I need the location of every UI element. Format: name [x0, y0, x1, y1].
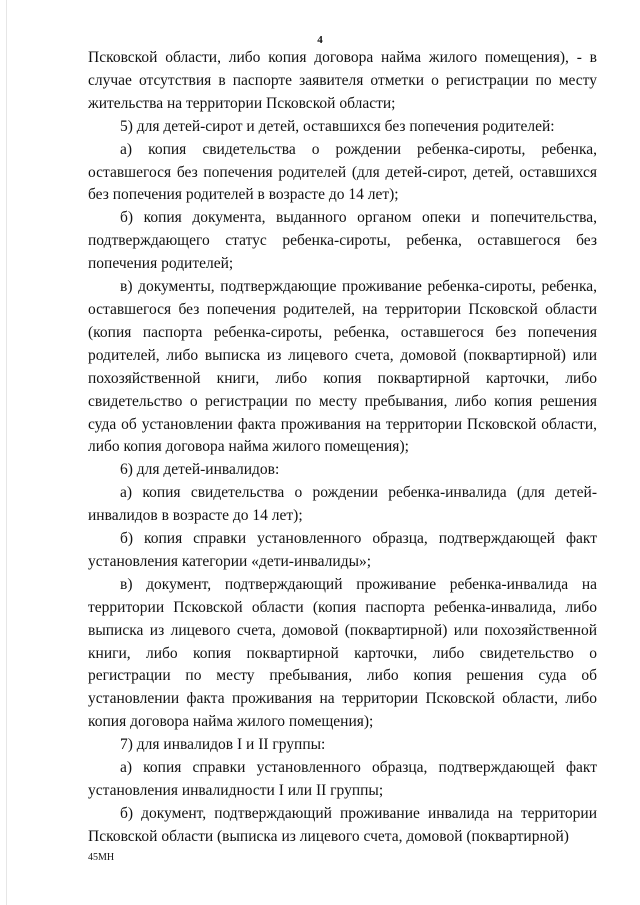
paragraph-item-5v: в) документы, подтверждающие проживание ребенка-сироты, ребенка, оставшегося без попечения родителей, на территории Псковской области (копия паспорта ребенка-сироты, ребенка, оставшегося без попечения родителей, либо выписка из лицевого счета, домовой (поквартирной) или похозяйственной книги, либо копия поквартирной карточки, либо свидетельство о регистрации по месту пребывания, либо копия решения суда об установлении факта проживания на территории Псковской области, либо копия договора найма жилого помещения);: [88, 278, 597, 456]
paragraph-item-5b: б) копия документа, выданного органом опеки и попечительства, подтверждающего статус ребенка-сироты, ребенка, оставшегося без попечения родителей;: [88, 209, 597, 273]
paragraph-item-5-heading: 5) для детей-сирот и детей, оставшихся без попечения родителей:: [120, 117, 555, 135]
paragraph-item-7-heading: 7) для инвалидов I и II группы:: [120, 736, 326, 754]
paragraph-item-6a: а) копия свидетельства о рождении ребенка-инвалида (для детей-инвалидов в возрасте до 14 лет);: [88, 484, 597, 525]
paragraph-item-7b: б) документ, подтверждающий проживание инвалида на территории Псковской области (выписка из лицевого счета, домовой (поквартирной): [88, 804, 597, 845]
paragraph-item-7a: а) копия справки установленного образца, подтверждающей факт установления инвалидности I или II группы;: [88, 759, 597, 799]
paragraph-item-6b: б) копия справки установленного образца, подтверждающей факт установления категории «дети-инвалиды»;: [88, 530, 597, 570]
document-body: [88, 47, 597, 849]
document-code: 45МН: [88, 852, 115, 863]
paragraph-item-6v: в) документ, подтверждающий проживание ребенка-инвалида на территории Псковской области (копия паспорта ребенка-инвалида, либо выписка из лицевого счета, домовой (поквартирной) или похозяйственной книги, либо копия поквартирной карточки, либо свидетельство о регистрации по месту пребывания, либо копия решения суда об установлении факта проживания на территории Псковской области, либо копия договора найма жилого помещения);: [88, 575, 597, 731]
paragraph-continuation: Псковской области, либо копия договора найма жилого помещения), - в случае отсутствия в паспорте заявителя отметки о регистрации по месту жительства на территории Псковской области;: [88, 49, 597, 112]
paragraph-item-5a: а) копия свидетельства о рождении ребенка-сироты, ребенка, оставшегося без попечения родителей (для детей-сирот, детей, оставшихся без попечения родителей в возрасте до 14 лет);: [88, 140, 597, 204]
scan-edge-line: [6, 0, 7, 905]
paragraph-item-6-heading: 6) для детей-инвалидов:: [120, 461, 280, 479]
page-number: 4: [317, 34, 323, 46]
